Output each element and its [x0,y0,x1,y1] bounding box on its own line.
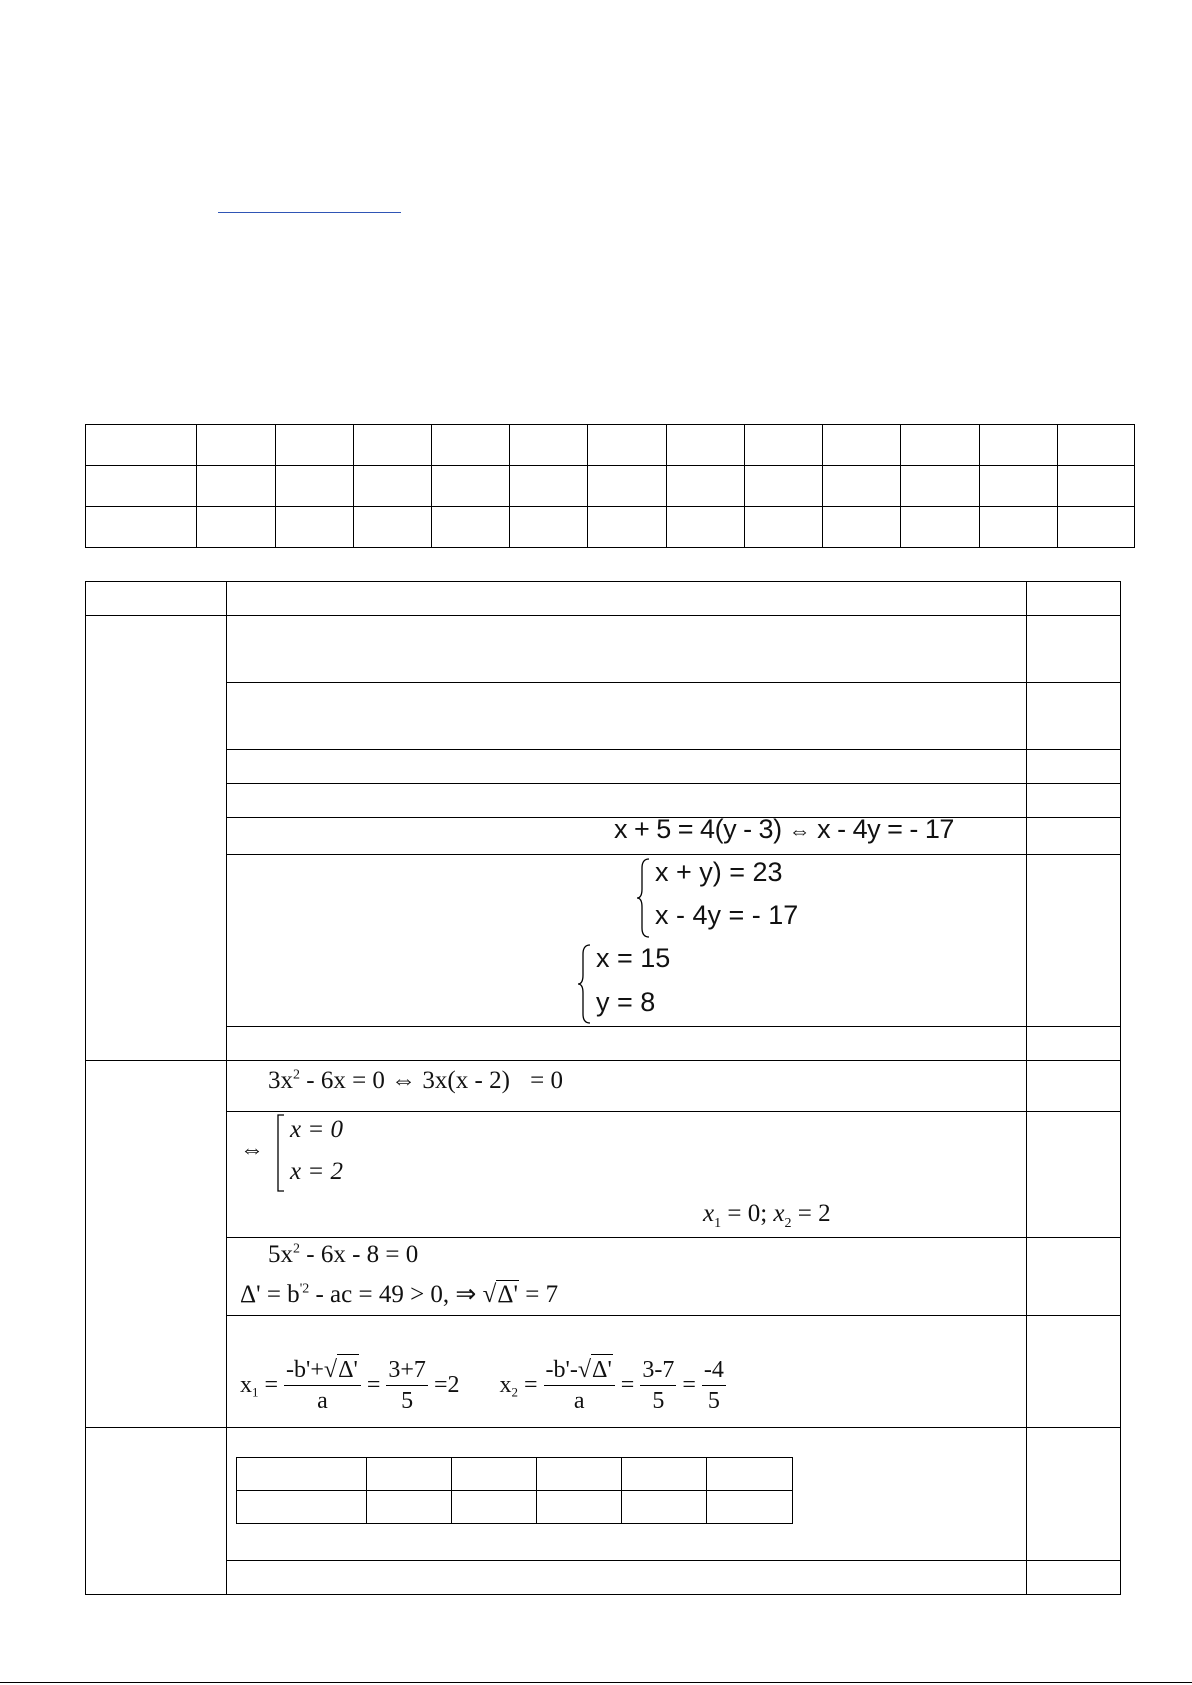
denominator: 5 [401,1387,414,1414]
denominator: 5 [707,1387,720,1414]
sqrt-sign: √ [482,1281,497,1308]
equals-sign: = [523,1372,538,1398]
denominator: a [573,1388,585,1414]
table-row [86,784,1121,818]
value: = 2 [791,1200,831,1227]
subscript: 1 [252,1384,259,1400]
fraction [386,1355,428,1416]
equals-sign: = [682,1372,696,1398]
eq-term: = 7 [518,1281,559,1308]
hyperlink-underline[interactable] [218,212,401,213]
table-row [86,1061,1121,1112]
eq-term: - 6x - 8 = 0 [300,1241,419,1268]
subscript: 2 [511,1384,518,1400]
numerator: -b'+ [286,1357,324,1383]
numerator: -4 [702,1355,726,1386]
table-row [86,750,1121,784]
table-row [86,507,1135,548]
fraction: $\frac{-b'+√\Delta'}{a}$ [284,1354,361,1416]
sqrt-content: Δ' [337,1354,359,1385]
table-row [86,425,1135,466]
numerator: 3+7 [386,1355,428,1386]
equivalence-symbol: ⇔ [788,818,811,843]
equals-sign: = [264,1372,279,1398]
table-row [86,1112,1121,1238]
table-header-row [86,582,1121,616]
equals-sign: = [366,1372,381,1398]
quadratic-eq-2 [268,1241,418,1269]
fraction [640,1355,676,1416]
roots-formula [240,1354,726,1416]
denominator: 5 [652,1387,665,1414]
fraction [702,1355,726,1416]
numerator: -b'- [545,1357,578,1383]
solution-table [85,581,1121,1595]
system-brace-1 [637,858,653,943]
table-row [86,1027,1121,1061]
system1-line1: x + y) = 23 [655,857,783,887]
fraction: $\frac{-b'-√\Delta'}{a}$ [544,1354,615,1416]
roots-conclusion [703,1200,831,1232]
system2-line2: y = 8 [596,987,656,1017]
system2-line1: x = 15 [596,943,671,973]
quadratic-eq-1 [268,1067,563,1095]
system-brace-2 [578,944,594,1029]
eq-exponent: 2 [293,1241,300,1257]
table-row [86,683,1121,750]
eq-term: 5x [268,1241,293,1268]
var-x: x [499,1372,512,1398]
eq-term: = 0 [530,1067,564,1094]
value: = 0; [721,1200,774,1227]
equation-right: x - 4y = - 17 [817,814,954,844]
result: =2 [433,1372,460,1398]
square-bracket [276,1114,286,1197]
equals-sign: = [620,1372,635,1398]
system1-line2: x - 4y = - 17 [655,900,799,930]
denominator: a [317,1388,328,1414]
var-x: x [240,1372,252,1398]
root-line1: x = 0 [290,1116,343,1143]
table-row [237,1491,793,1524]
equation-left: x + 5 = 4(y - 3) [614,814,782,844]
table-row [86,1561,1121,1595]
page-footer-rule [0,1682,1192,1683]
table-row [86,616,1121,683]
var-x: x [773,1200,785,1227]
subscript: 1 [714,1216,722,1231]
equation-row-5 [614,814,954,845]
sqrt-content: Δ' [591,1354,613,1385]
var-x: x [703,1200,715,1227]
eq-term: Δ' = b [240,1281,300,1308]
answer-grid-table [85,424,1135,548]
root-line2: x = 2 [290,1158,343,1185]
table-row [86,818,1121,855]
eq-term: 3x [268,1067,293,1094]
table-row [86,466,1135,507]
subscript: 2 [784,1216,792,1231]
equivalence-symbol: ⇔ [240,1137,264,1163]
numerator: 3-7 [640,1355,676,1386]
table-row [237,1458,793,1491]
eq-exponent: 2 [293,1067,300,1083]
eq-term: - ac = 49 > 0, ⇒ [309,1281,483,1308]
discriminant-line [240,1279,558,1309]
eq-exponent: '2 [299,1281,310,1297]
eq-term: - 6x = 0 ⇔ 3x(x - 2) [300,1067,510,1094]
inner-value-table [236,1457,793,1524]
sqrt-content: Δ' [497,1281,518,1308]
